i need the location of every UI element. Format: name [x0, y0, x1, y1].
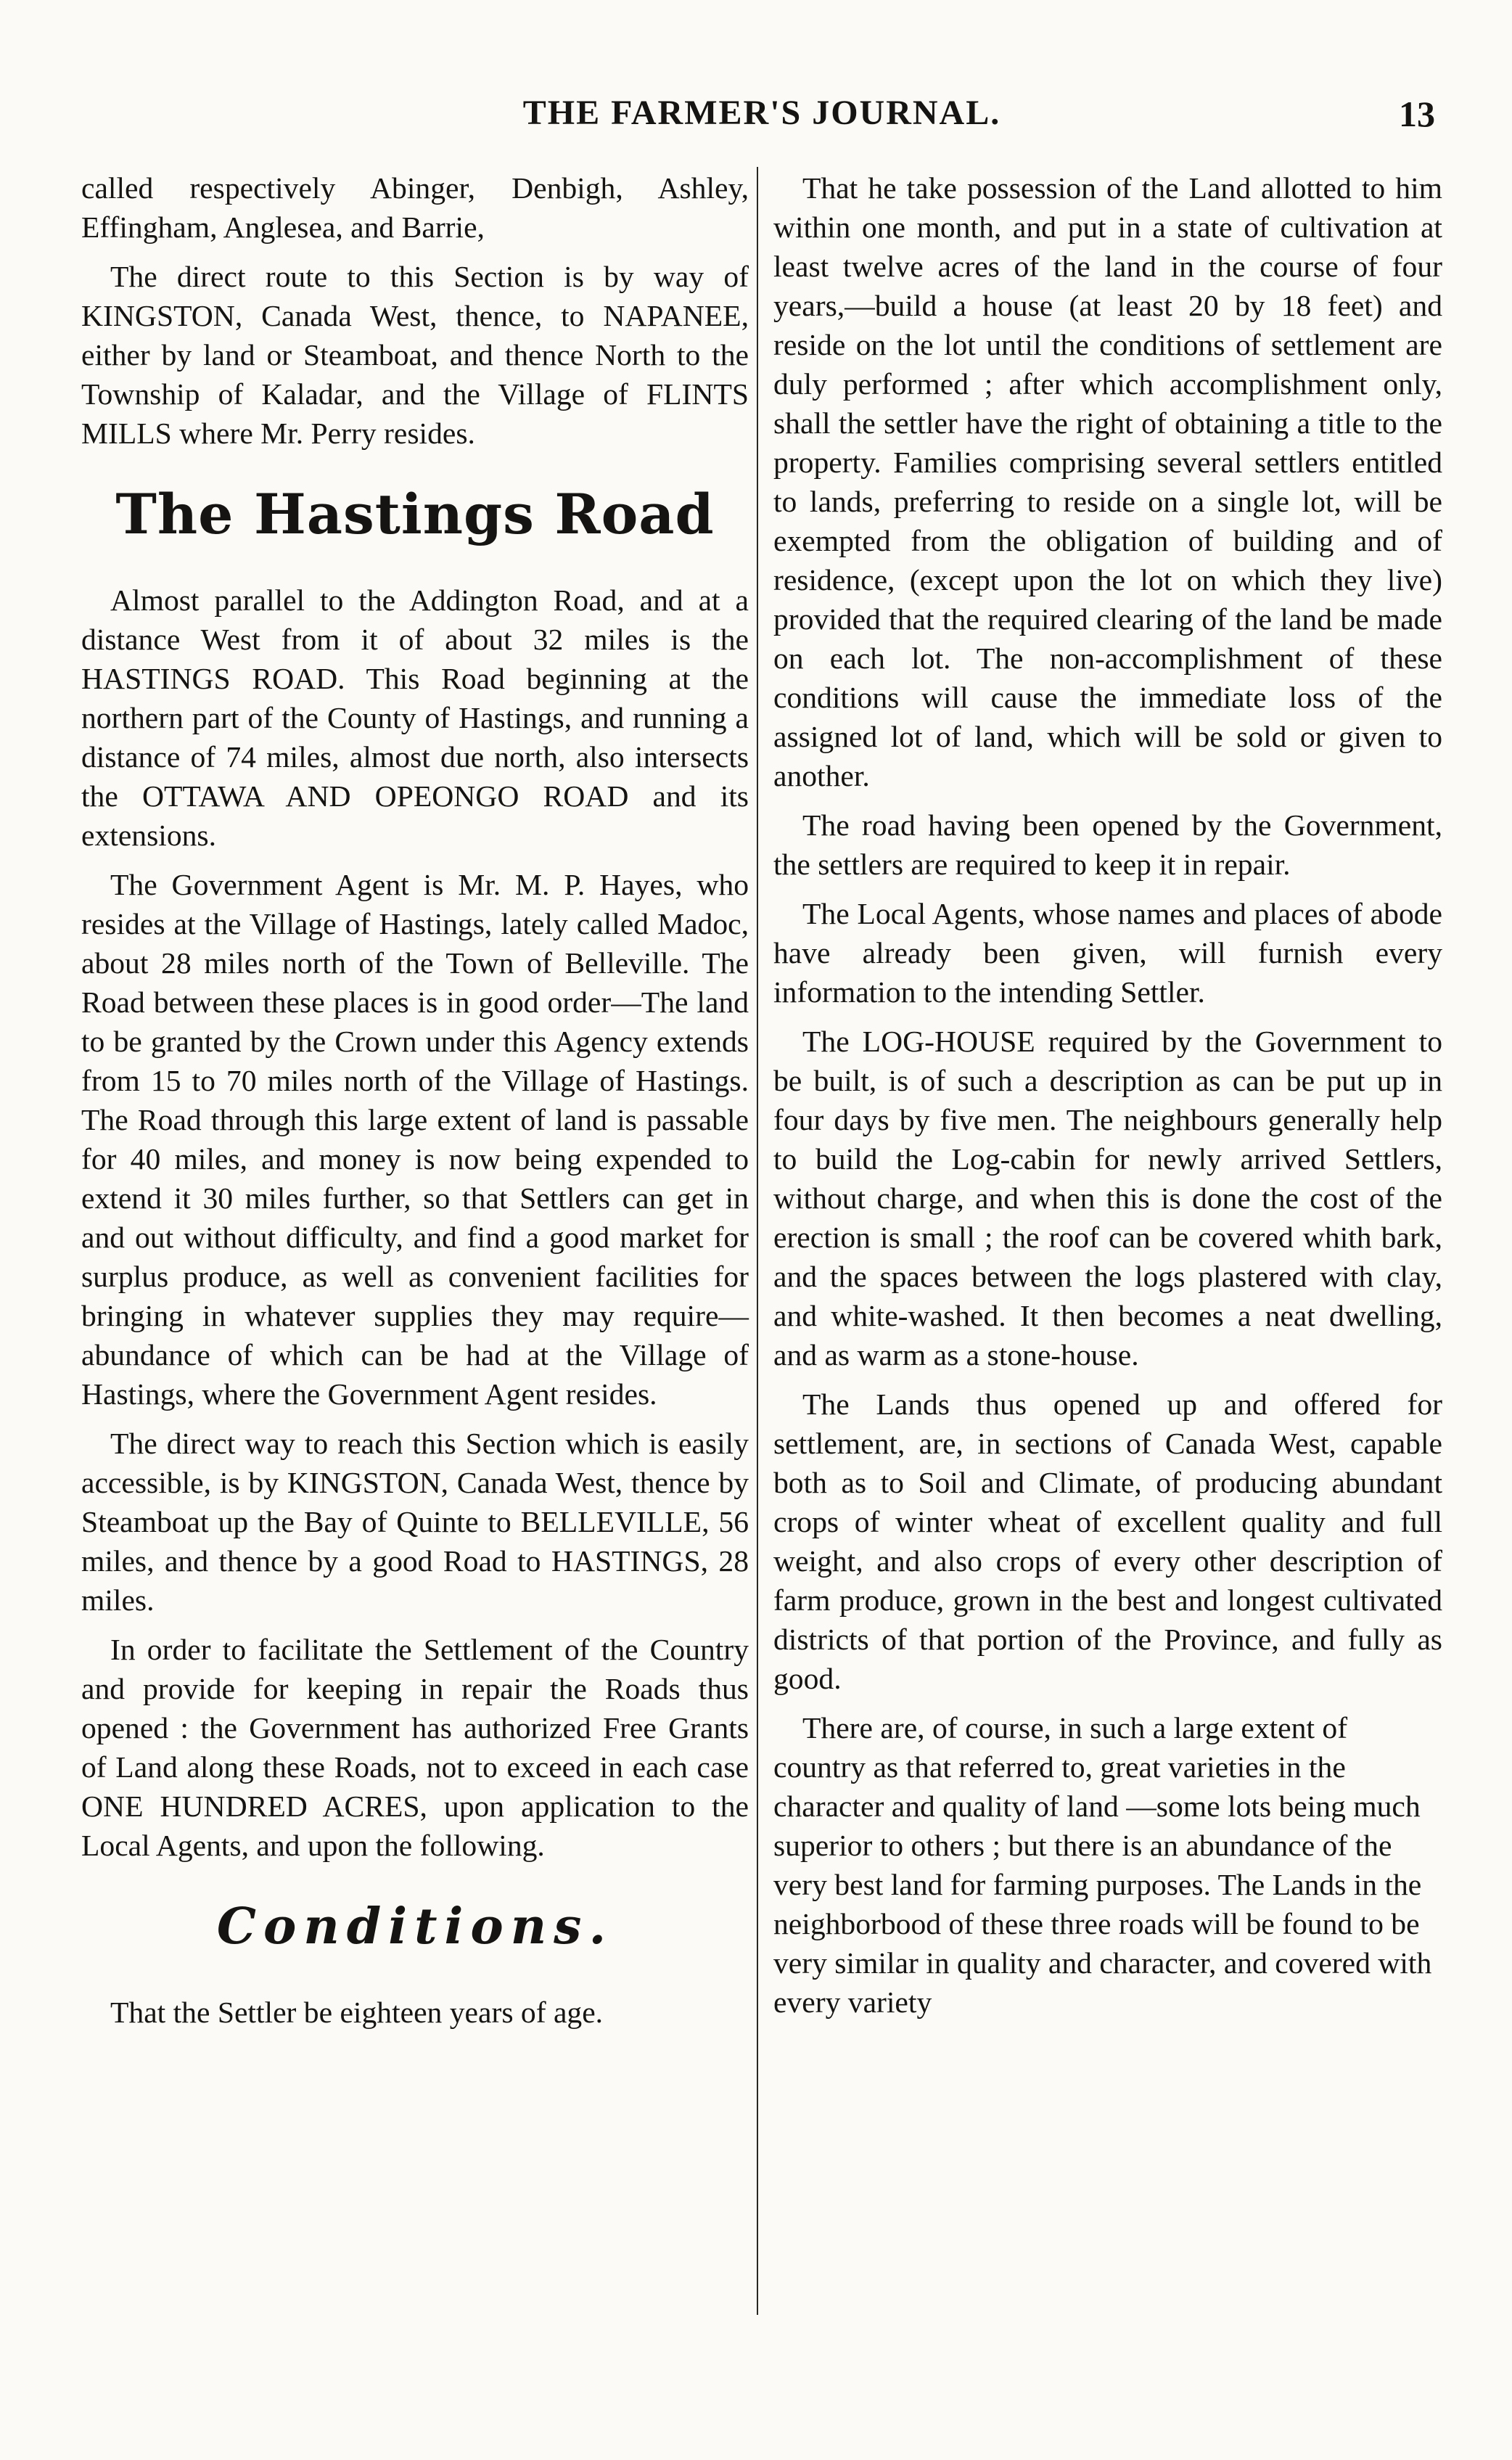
paragraph: That the Settler be eighteen years of age.: [110, 1996, 604, 2029]
paragraph: called respectively Abinger, Denbigh, Ashley, Effingham, Anglesea, and Barrie,: [81, 171, 749, 244]
section-heading-conditions: Conditions.: [216, 1898, 614, 1956]
paragraph: The Local Agents, whose names and places of abode have already been given, will furnish every information to the intending Settler.: [773, 897, 1442, 1009]
paragraph: The Government Agent is Mr. M. P. Hayes, who resides at the Village of Hastings, lately called Madoc, about 28 miles north of the Town of Belleville. The Road between these places is in good order—The land to be granted by the Crown under this Agency extends from 15 to 70 miles north of the Village of Hastings. The Road through this large extent of land is passable for 40 miles, and money is now being expended to extend it 30 miles further, so that Settlers can get in and out without difficulty, and find a good market for surplus produce, as well as convenient facilities for bringing in whatever supplies they may require—abundance of which can be had at the Village of Hastings, where the Government Agent resides.: [81, 868, 749, 1411]
section-heading-hastings-road: The Hastings Road: [115, 482, 715, 546]
running-title: THE FARMER'S JOURNAL.: [522, 94, 1001, 132]
paragraph: The direct route to this Section is by way of KINGSTON, Canada West, thence, to NAPANEE, either by land or Steamboat, and thence North to the Township of Kaladar, and the Village of FLINTS MILLS where Mr. Perry resides.: [81, 260, 749, 450]
page-number: 13: [1399, 94, 1435, 134]
paragraph: Almost parallel to the Addington Road, and at a distance West from it of about 32 miles is the HASTINGS ROAD. This Road beginning at the northern part of the County of Hastings, and running a distance of 74 miles, almost due north, also intersects the OTTAWA AND OPEONGO ROAD and its extensions.: [81, 583, 749, 852]
column-rule: [757, 167, 758, 2315]
paragraph: There are, of course, in such a large extent of country as that referred to, great varieties in the character and quality of land —some lots being much superior to others ; but there is an abundance of the very best land for farming purposes. The Lands in the neighborbood of these three roads will be found to be very similar in quality and character, and covered with every variety: [773, 1711, 1432, 2019]
paragraph: That he take possession of the Land allotted to him within one month, and put in a state of cultivation at least twelve acres of the land in the course of four years,—build a house (at least 20 by 18 feet) and reside on the lot until the conditions of settlement are duly performed ; after which accomplishment only, shall the settler have the right of obtaining a title to the property. Families comprising several settlers entitled to lands, preferring to reside on a single lot, will be exempted from the obligation of building and of residence, (except upon the lot on which they live) provided that the required clearing of the land be made on each lot. The non-accomplishment of these conditions will cause the immediate loss of the assigned lot of land, which will be sold or given to another.: [773, 171, 1442, 792]
right-column: [773, 168, 1442, 2032]
paragraph: The LOG-HOUSE required by the Government to be built, is of such a description as can be put up in four days by five men. The neighbours generally help to build the Log-cabin for newly arrived Settlers, without charge, and when this is done the cost of the erection is small ; the roof can be covered whith bark, and the spaces between the logs plastered with clay, and white-washed. It then becomes a neat dwelling, and as warm as a stone-house.: [773, 1025, 1442, 1372]
paragraph: The direct way to reach this Section which is easily accessible, is by KINGSTON, Canada West, thence by Steamboat up the Bay of Quinte to BELLEVILLE, 56 miles, and thence by a good Road to HASTINGS, 28 miles.: [81, 1427, 749, 1617]
paragraph: The Lands thus opened up and offered for settlement, are, in sections of Canada West, capable both as to Soil and Climate, of producing abundant crops of winter wheat of excellent quality and full weight, and also crops of every other description of farm produce, grown in the best and longest cultivated districts of that portion of the Province, and fully as good.: [773, 1387, 1442, 1695]
paragraph: In order to facilitate the Settlement of the Country and provide for keeping in repair the Roads thus opened : the Government has authorized Free Grants of Land along these Roads, not to exceed in each case ONE HUNDRED ACRES, upon application to the Local Agents, and upon the following.: [81, 1633, 749, 1862]
left-column: [81, 168, 749, 2042]
page-header: [80, 93, 1444, 145]
paragraph: The road having been opened by the Government, the settlers are required to keep it in repair.: [773, 808, 1442, 881]
